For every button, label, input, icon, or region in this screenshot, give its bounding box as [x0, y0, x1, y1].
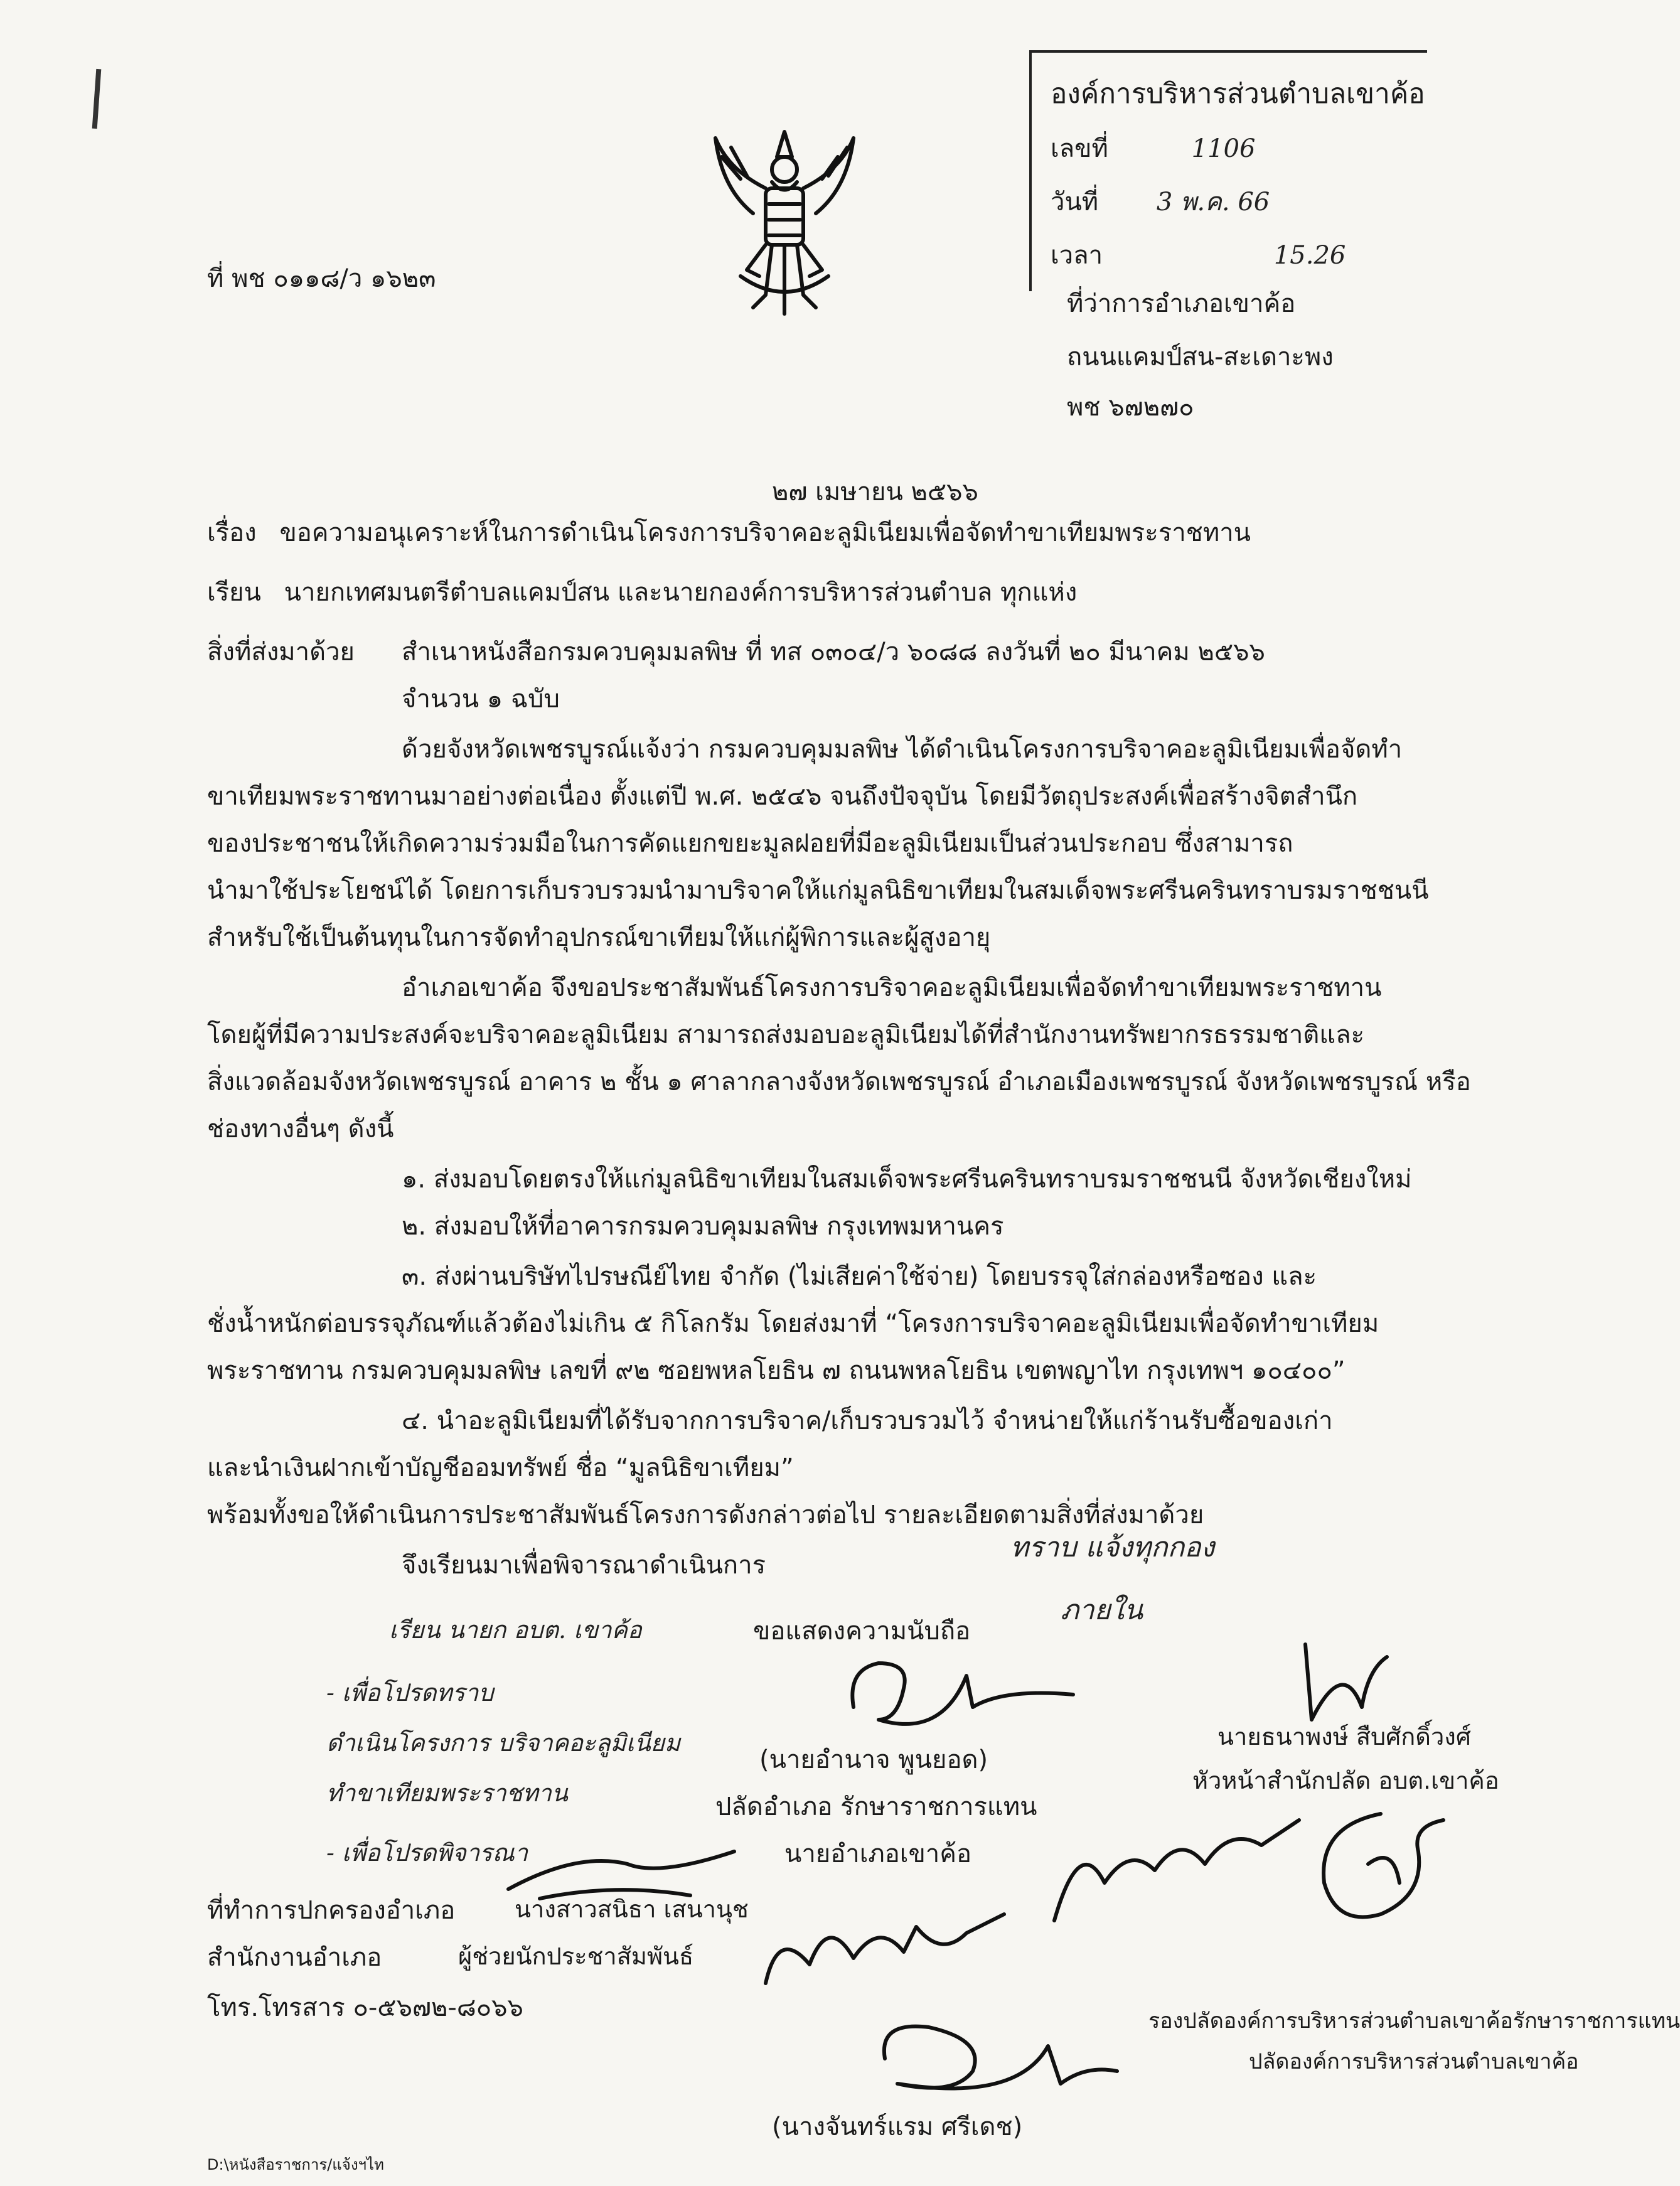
request-line: พร้อมทั้งขอให้ดำเนินการประชาสัมพันธ์โครงการดังกล่าวต่อไป รายละเอียดตามสิ่งที่ส่งมาด้วย — [207, 1501, 1204, 1530]
subject-label: เรื่อง — [207, 518, 257, 547]
stamp-number-value: 1106 — [1191, 134, 1256, 163]
lower-signature-middle — [1042, 1808, 1305, 1933]
staff-signature — [502, 1839, 741, 1908]
note-line: - เพื่อโปรดทราบ — [326, 1679, 494, 1706]
sender-unit: ที่ทำการปกครองอำเภอ — [207, 1896, 456, 1925]
stamp-date-value: 3 พ.ค. 66 — [1156, 188, 1270, 217]
office-address-line1: ที่ว่าการอำเภอเขาค้อ — [1067, 289, 1296, 318]
bottom-signature — [860, 2008, 1123, 2103]
note-right-line: ภายใน — [1061, 1594, 1143, 1626]
respect-line: ขอแสดงความนับถือ — [753, 1617, 971, 1646]
file-path-footer: D:\หนังสือราชการ/แจ้งฯไท — [207, 2156, 384, 2173]
document-date: ๒๗ เมษายน ๒๕๖๖ — [772, 478, 978, 506]
stamp-time-label: เวลา — [1051, 241, 1103, 270]
signer-position1: ปลัดอำเภอ รักษาราชการแทน — [715, 1792, 1037, 1821]
sender-staff-position: ผู้ช่วยนักประชาสัมพันธ์ — [458, 1942, 694, 1970]
enclosure-line2: จำนวน ๑ ฉบับ — [402, 685, 560, 714]
head-signature — [1293, 1632, 1393, 1732]
para2-line: ช่องทางอื่นๆ ดังนี้ — [207, 1115, 394, 1144]
subject-text: ขอความอนุเคราะห์ในการดำเนินโครงการบริจาคอะลูมิเนียมเพื่อจัดทำขาเทียมพระราชทาน — [279, 518, 1251, 547]
recipient-line — [207, 577, 1077, 608]
stamp-time-value: 15.26 — [1273, 241, 1346, 270]
receiving-stamp — [1029, 50, 1427, 291]
office-address-line2: ถนนแคมป์สน-สะเดาะพง — [1067, 343, 1334, 372]
subject-line — [207, 518, 1251, 548]
lower-signature-left — [753, 1889, 1017, 2002]
list-item-3-line: ๓. ส่งผ่านบริษัทไปรษณีย์ไทย จำกัด (ไม่เสียค่าใช้จ่าย) โดยบรรจุใส่กล่องหรือซอง และ — [402, 1262, 1317, 1291]
stamp-date-label: วันที่ — [1051, 188, 1099, 217]
reference-number: ที่ พช ๐๑๑๘/ว ๑๖๒๓ — [207, 264, 436, 293]
stamp-org: องค์การบริหารส่วนตำบลเขาค้อ — [1051, 78, 1425, 110]
para2-line: สิ่งแวดล้อมจังหวัดเพชรบูรณ์ อาคาร ๒ ชั้น ๑ ศาลากลางจังหวัดเพชรบูรณ์ อำเภอเมืองเพชรบูรณ์ จังหวัดเพชรบูรณ์ หรือ — [207, 1068, 1471, 1096]
note-line: เรียน นายก อบต. เขาค้อ — [389, 1616, 642, 1644]
note-line: ดำเนินโครงการ บริจาคอะลูมิเนียม — [326, 1729, 680, 1757]
recipient-label: เรียน — [207, 578, 261, 607]
ink-mark — [92, 69, 102, 129]
list-item-2: ๒. ส่งมอบให้ที่อาคารกรมควบคุมมลพิษ กรุงเทพมหานคร — [402, 1212, 1004, 1241]
para1-line: ของประชาชนให้เกิดความร่วมมือในการคัดแยกขยะมูลฝอยที่มีอะลูมิเนียมเป็นส่วนประกอบ ซึ่งสามารถ — [207, 829, 1293, 858]
office-address-line3: พช ๖๗๒๗๐ — [1067, 393, 1194, 422]
sender-phone: โทร.โทรสาร ๐-๕๖๗๒-๘๐๖๖ — [207, 1993, 523, 2022]
recipient-text: นายกเทศมนตรีตำบลแคมป์สน และนายกองค์การบริหารส่วนตำบล ทุกแห่ง — [284, 578, 1078, 607]
stamp-number-label: เลขที่ — [1051, 134, 1108, 163]
para1-line: สำหรับใช้เป็นต้นทุนในการจัดทำอุปกรณ์ขาเทียมให้แก่ผู้พิการและผู้สูงอายุ — [207, 923, 991, 952]
list-item-4-line: ๔. นำอะลูมิเนียมที่ได้รับจากการบริจาค/เก็บรวบรวมไว้ จำหน่ายให้แก่ร้านรับซื้อของเก่า — [402, 1406, 1333, 1435]
list-item-3-line: พระราชทาน กรมควบคุมมลพิษ เลขที่ ๙๒ ซอยพหลโยธิน ๗ ถนนพหลโยธิน เขตพญาไท กรุงเทพฯ ๑๐๔๐๐” — [207, 1356, 1346, 1385]
garuda-emblem — [703, 119, 866, 320]
signer-position2: นายอำเภอเขาค้อ — [784, 1840, 972, 1868]
list-item-3-line: ชั่งน้ำหนักต่อบรรจุภัณฑ์แล้วต้องไม่เกิน ๕ กิโลกรัม โดยส่งมาที่ “โครงการบริจาคอะลูมิเนียมเพื่อจัดทำขาเทียม — [207, 1309, 1379, 1338]
para1-line: ด้วยจังหวัดเพชรบูรณ์แจ้งว่า กรมควบคุมมลพิษ ได้ดำเนินโครงการบริจาคอะลูมิเนียมเพื่อจัดทำ — [402, 735, 1403, 764]
enclosure-line1: สำเนาหนังสือกรมควบคุมมลพิษ ที่ ทส ๐๓๐๔/ว ๖๐๘๘ ลงวันที่ ๒๐ มีนาคม ๒๕๖๖ — [402, 638, 1265, 667]
stamp-date — [1051, 181, 1270, 222]
para2-line: อำเภอเขาค้อ จึงขอประชาสัมพันธ์โครงการบริจาคอะลูมิเนียมเพื่อจัดทำขาเทียมพระราชทาน — [402, 973, 1382, 1002]
head-position: หัวหน้าสำนักปลัด อบต.เขาค้อ — [1192, 1767, 1499, 1794]
head-name: นายธนาพงษ์ สืบศักดิ์วงศ์ — [1217, 1723, 1471, 1750]
sender-office: สำนักงานอำเภอ — [207, 1943, 382, 1972]
bottom-signer-name: (นางจันทร์แรม ศรีเดช) — [772, 2113, 1023, 2141]
note-line: ทำขาเทียมพระราชทาน — [326, 1779, 568, 1807]
list-item-1: ๑. ส่งมอบโดยตรงให้แก่มูลนิธิขาเทียมในสมเด็จพระศรีนครินทราบรมราชชนนี จังหวัดเชียงใหม่ — [402, 1165, 1412, 1194]
note-line: - เพื่อโปรดพิจารณา — [326, 1839, 528, 1867]
signer-name: (นายอำนาจ พูนยอด) — [759, 1745, 988, 1774]
lower-signature-right — [1293, 1789, 1469, 1933]
list-item-4-line: และนำเงินฝากเข้าบัญชีออมทรัพย์ ชื่อ “มูลนิธิขาเทียม” — [207, 1454, 794, 1482]
sender-staff-name: นางสาวสนิธา เสนานุช — [515, 1895, 749, 1923]
para1-line: ขาเทียมพระราชทานมาอย่างต่อเนื่อง ตั้งแต่ปี พ.ศ. ๒๕๔๖ จนถึงปัจจุบัน โดยมีวัตถุประสงค์เพื่อสร้างจิตสำนึก — [207, 782, 1358, 811]
deputy-line2: ปลัดองค์การบริหารส่วนตำบลเขาค้อ — [1249, 2049, 1579, 2074]
main-signature — [841, 1651, 1079, 1745]
para1-line: นำมาใช้ประโยชน์ได้ โดยการเก็บรวบรวมนำมาบริจาคให้แก่มูลนิธิขาเทียมในสมเด็จพระศรีนครินทราบรมราชชนนี — [207, 876, 1429, 905]
deputy-line1: รองปลัดองค์การบริหารส่วนตำบลเขาค้อรักษาราชการแทน — [1148, 2008, 1680, 2033]
stamp-time — [1051, 235, 1346, 275]
para2-line: โดยผู้ที่มีความประสงค์จะบริจาคอะลูมิเนียม สามารถส่งมอบอะลูมิเนียมได้ที่สำนักงานทรัพยากรธรรมชาติและ — [207, 1021, 1365, 1049]
note-right-line: ทราบ แจ้งทุกกอง — [1010, 1531, 1215, 1563]
stamp-number — [1051, 128, 1255, 168]
closing-line: จึงเรียนมาเพื่อพิจารณาดำเนินการ — [402, 1551, 766, 1580]
enclosure-label: สิ่งที่ส่งมาด้วย — [207, 638, 355, 667]
